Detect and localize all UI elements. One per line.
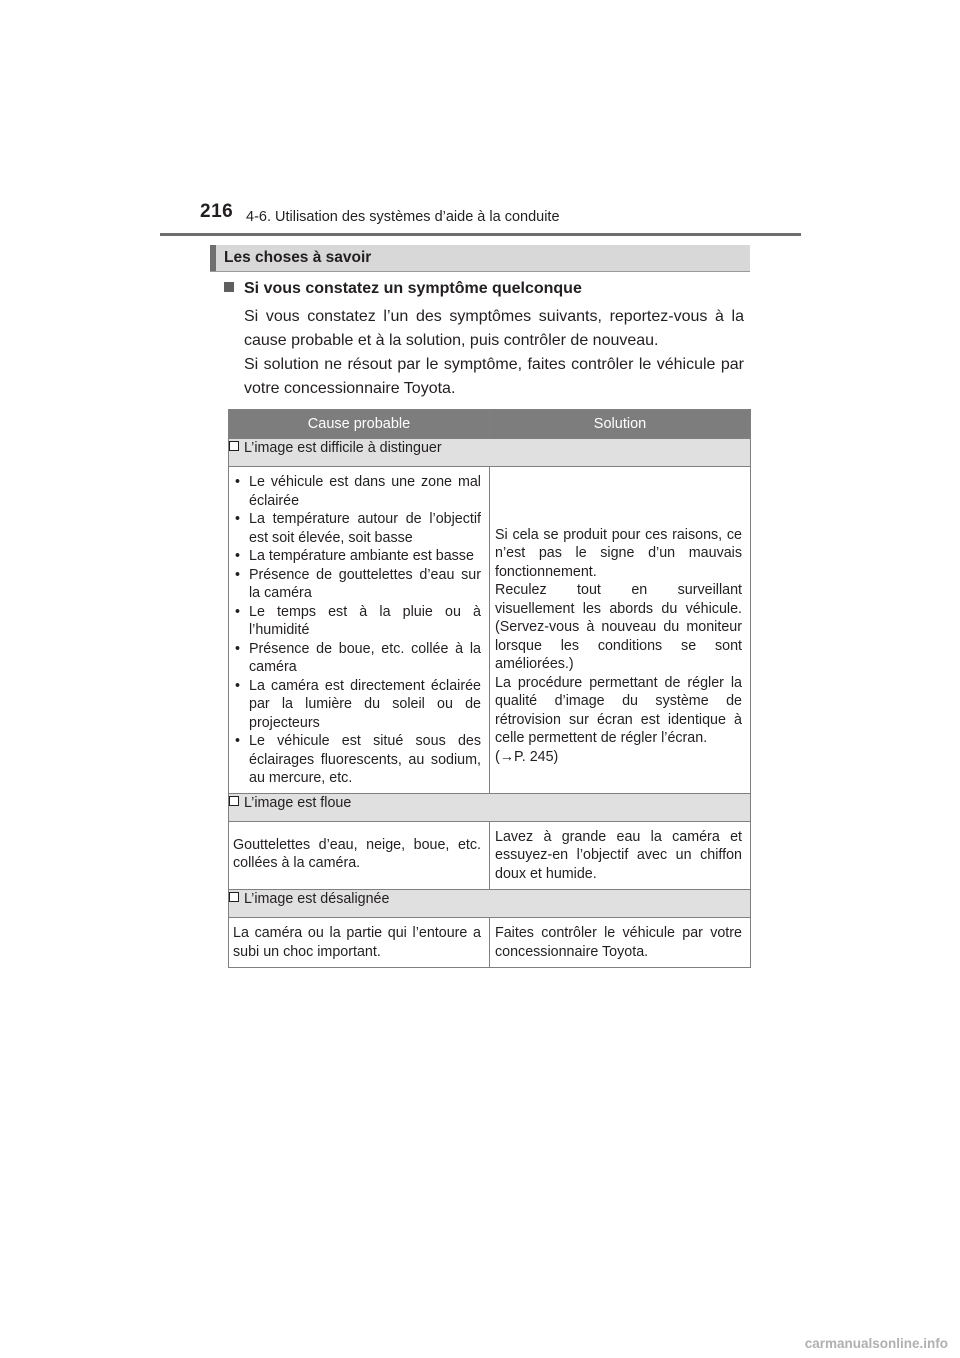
page-reference: (→P. 245) xyxy=(495,748,559,765)
solution-line: Si cela se produit pour ces raisons, ce n’est pas le signe d’un mauvais fonctionnement. xyxy=(495,526,742,580)
page-number: 216 xyxy=(200,201,234,222)
solution-cell xyxy=(490,918,751,968)
category-row xyxy=(229,793,751,821)
category-row xyxy=(229,890,751,918)
table-row xyxy=(229,918,751,968)
list-item: • Présence de boue, etc. collée à la caméra xyxy=(235,640,481,677)
checkbox-icon xyxy=(229,892,239,902)
category-cell xyxy=(229,890,751,918)
section-heading xyxy=(224,280,582,298)
solution-cell xyxy=(490,467,751,794)
cause-cell xyxy=(229,821,490,890)
category-row xyxy=(229,439,751,467)
list-item: • Le temps est à la pluie ou à l’humidité xyxy=(235,603,481,640)
solution-cell xyxy=(490,821,751,890)
category-label: L’image est floue xyxy=(244,794,352,811)
list-item: • Le véhicule est situé sous des éclairages fluorescents, au sodium, au mercure, etc. xyxy=(235,732,481,788)
list-item: • Présence de gouttelettes d’eau sur la caméra xyxy=(235,566,481,603)
column-header-solution: Solution xyxy=(490,410,751,439)
header-rule xyxy=(160,233,801,236)
checkbox-icon xyxy=(229,796,239,806)
category-cell xyxy=(229,439,751,467)
info-box-title: Les choses à savoir xyxy=(210,245,750,271)
column-header-cause: Cause probable xyxy=(229,410,490,439)
dealer-paragraph: Si solution ne résout par le symptôme, faites contrôler le véhicule par votre concessionnaire Toyota. xyxy=(244,356,744,397)
cause-list xyxy=(229,467,489,793)
intro-paragraph: Si vous constatez l’un des symptômes suivants, reportez-vous à la cause probable et à la solution, puis contrôler de nouveau. xyxy=(244,308,744,349)
cause-cell xyxy=(229,918,490,968)
symptoms-table xyxy=(228,409,751,968)
chapter-title: 4-6. Utilisation des systèmes d’aide à la conduite xyxy=(246,209,560,225)
solution-line: La procédure permettant de régler la qualité d’image du système de rétrovision sur écran est identique à celle permettent de régler l’écran. xyxy=(495,674,742,746)
table-row xyxy=(229,467,751,794)
cause-text: La caméra ou la partie qui l’entoure a subi un choc important. xyxy=(233,925,481,960)
solution-text: Lavez à grande eau la caméra et essuyez-en l’objectif avec un chiffon doux et humide. xyxy=(495,828,742,882)
solution-text: Faites contrôler le véhicule par votre concessionnaire Toyota. xyxy=(495,925,742,960)
page-header xyxy=(200,201,760,231)
checkbox-icon xyxy=(229,441,239,451)
table-header-row xyxy=(229,410,751,439)
section-heading-text: Si vous constatez un symptôme quelconque xyxy=(244,280,582,297)
category-label: L’image est désalignée xyxy=(244,891,390,907)
solution-line: Reculez tout en surveillant visuellement les abords du véhicule. (Servez-vous à nouveau du moniteur lorsque les conditions se sont améliorées.) xyxy=(495,582,742,672)
square-bullet-icon xyxy=(224,282,234,292)
list-item: • La température autour de l’objectif est soit élevée, soit basse xyxy=(235,510,481,547)
cause-cell xyxy=(229,467,490,794)
list-item: • Le véhicule est dans une zone mal éclairée xyxy=(235,473,481,510)
category-cell xyxy=(229,793,751,821)
cause-text: Gouttelettes d’eau, neige, boue, etc. collées à la caméra. xyxy=(233,836,481,871)
info-box-rule xyxy=(210,271,750,272)
list-item: • La température ambiante est basse xyxy=(235,547,481,566)
watermark: carmanualsonline.info xyxy=(804,1336,948,1351)
table-row xyxy=(229,821,751,890)
list-item: • La caméra est directement éclairée par la lumière du soleil ou de projecteurs xyxy=(235,677,481,733)
category-label: L’image est difficile à distinguer xyxy=(244,440,442,456)
